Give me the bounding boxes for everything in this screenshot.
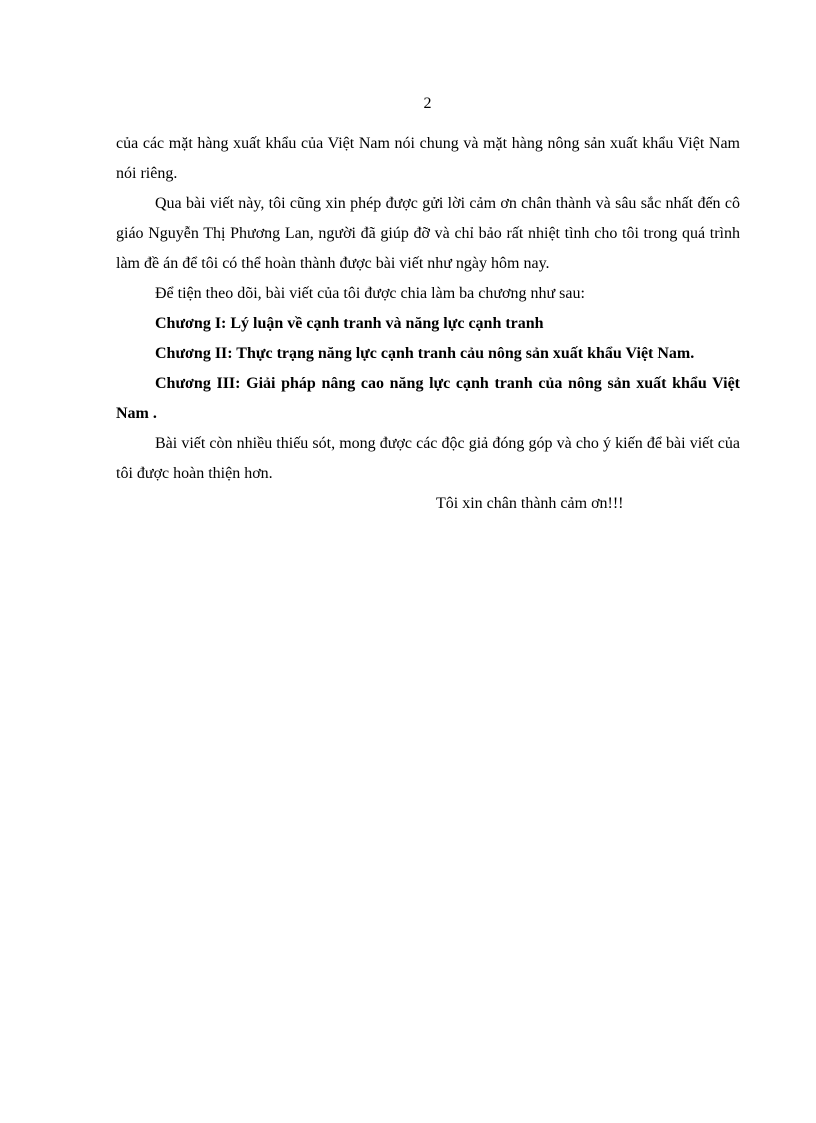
page-number: 2 <box>423 95 432 112</box>
paragraph-structure-intro: Để tiện theo dõi, bài viết của tôi được chia làm ba chương như sau: <box>155 285 585 302</box>
chapter-3-title: Chương III: Giải pháp nâng cao năng lực cạnh tranh của nông sản xuất khẩu Việt Nam . <box>116 375 740 422</box>
signoff-thanks: Tôi xin chân thành cảm ơn!!! <box>436 495 624 512</box>
document-body <box>116 129 740 519</box>
paragraph-acknowledgement: Qua bài viết này, tôi cũng xin phép được gửi lời cảm ơn chân thành và sâu sắc nhất đến cô giáo Nguyễn Thị Phương Lan, người đã giúp đỡ và chỉ bảo rất nhiệt tình cho tôi trong quá trình làm đề án để tôi có thể hoàn thành được bài viết như ngày hôm nay. <box>116 195 740 272</box>
paragraph-continuation: của các mặt hàng xuất khẩu của Việt Nam nói chung và mặt hàng nông sản xuất khẩu Việt Nam nói riêng. <box>116 135 740 182</box>
chapter-1-title: Chương I: Lý luận về cạnh tranh và năng lực cạnh tranh <box>155 315 544 332</box>
chapter-2-title: Chương II: Thực trạng năng lực cạnh tranh cảu nông sản xuất khẩu Việt Nam. <box>155 345 695 362</box>
paragraph-closing: Bài viết còn nhiều thiếu sót, mong được các độc giả đóng góp và cho ý kiến để bài viết của tôi được hoàn thiện hơn. <box>116 435 740 482</box>
